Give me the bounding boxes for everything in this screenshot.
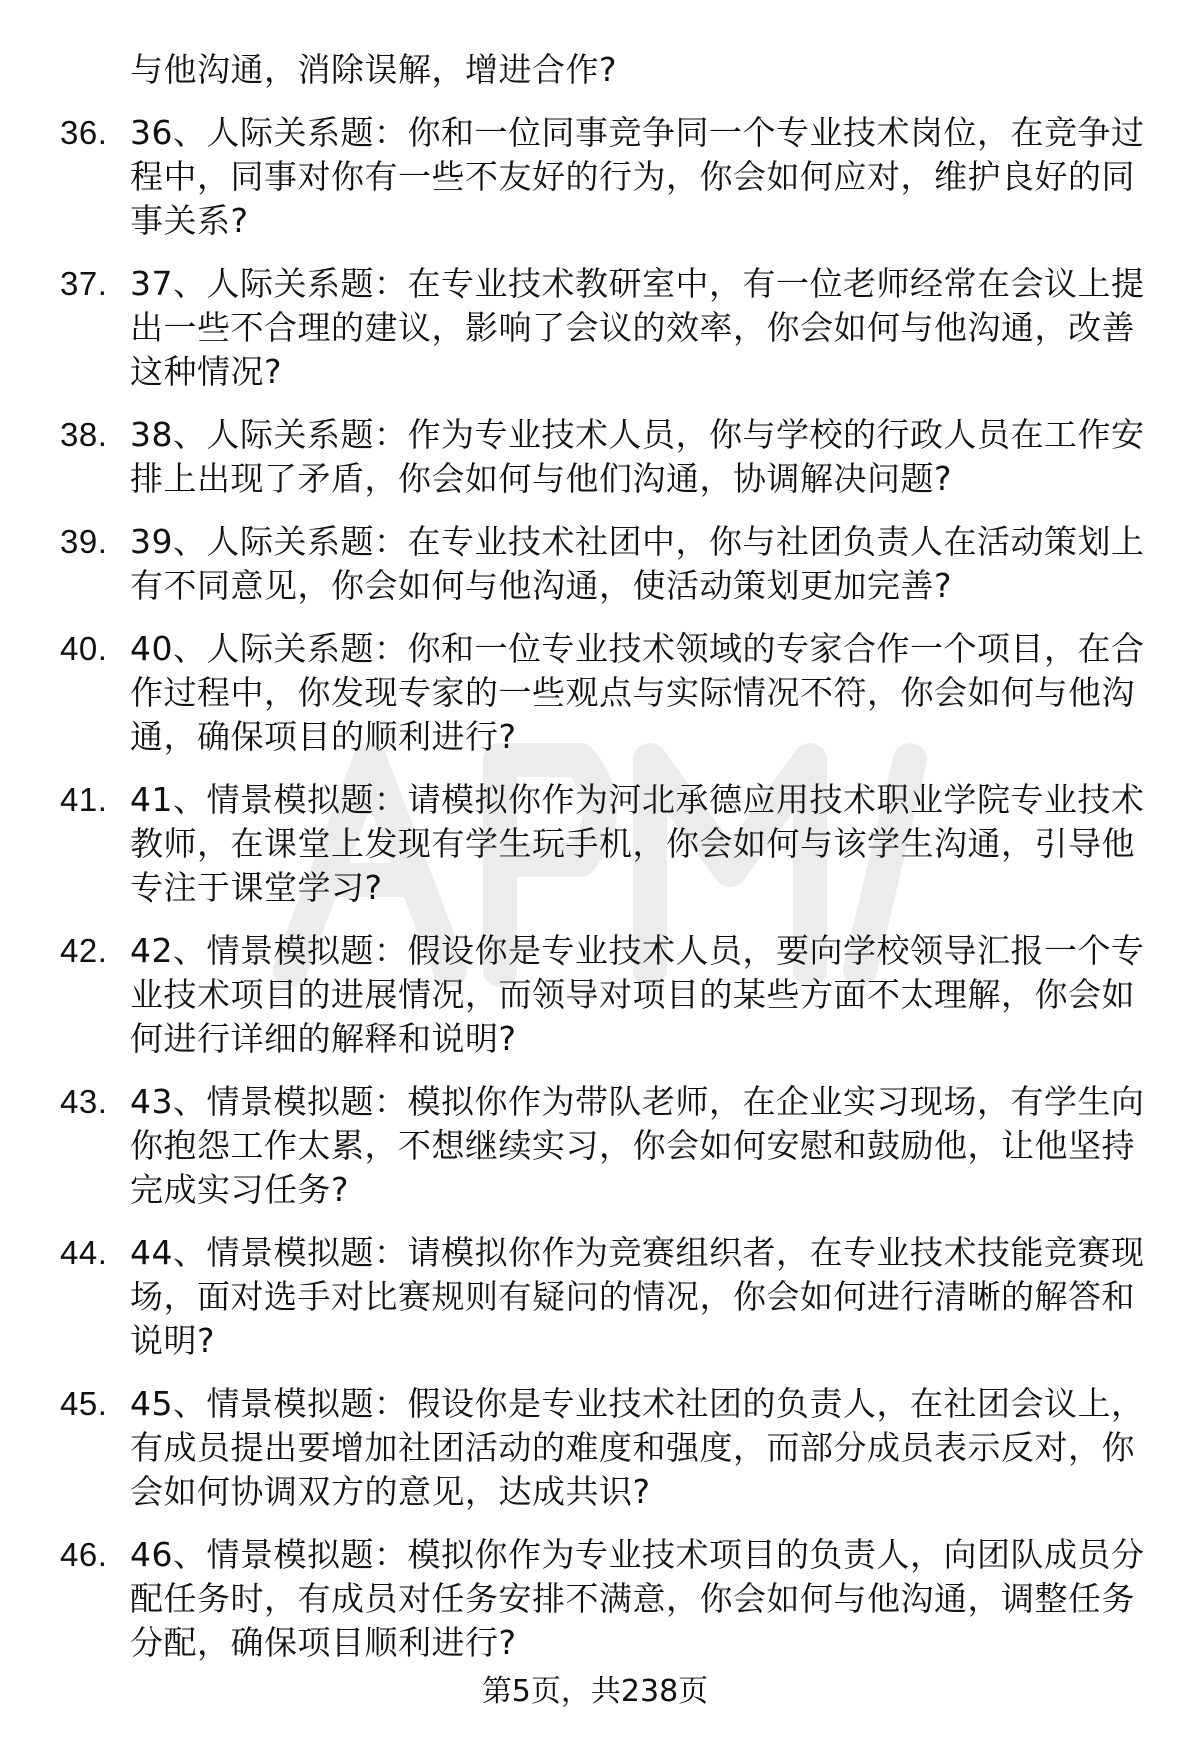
list-item bbox=[60, 520, 1150, 608]
question-number: 46. bbox=[60, 1536, 108, 1573]
question-text: 39、人际关系题：在专业技术社团中，你与社团负责人在活动策划上有不同意见，你会如何与他沟通，使活动策划更加完善? bbox=[130, 522, 1145, 605]
question-number: 45. bbox=[60, 1385, 108, 1422]
question-text: 46、情景模拟题：模拟你作为专业技术项目的负责人，向团队成员分配任务时，有成员对任务安排不满意，你会如何与他沟通，调整任务分配，确保项目顺利进行? bbox=[130, 1535, 1145, 1662]
list-item bbox=[60, 1231, 1150, 1363]
question-number: 43. bbox=[60, 1083, 108, 1120]
question-number: 37. bbox=[60, 265, 108, 302]
list-item bbox=[60, 929, 1150, 1061]
question-number: 41. bbox=[60, 781, 108, 818]
question-text: 36、人际关系题：你和一位同事竞争同一个专业技术岗位，在竞争过程中，同事对你有一些不友好的行为，你会如何应对，维护良好的同事关系? bbox=[130, 113, 1145, 240]
question-number: 44. bbox=[60, 1234, 108, 1271]
question-number: 38. bbox=[60, 416, 108, 453]
question-text: 38、人际关系题：作为专业技术人员，你与学校的行政人员在工作安排上出现了矛盾，你会如何与他们沟通，协调解决问题? bbox=[130, 415, 1145, 498]
list-item bbox=[60, 413, 1150, 501]
question-text: 40、人际关系题：你和一位专业技术领域的专家合作一个项目，在合作过程中，你发现专家的一些观点与实际情况不符，你会如何与他沟通，确保项目的顺利进行? bbox=[130, 629, 1145, 756]
question-text: 37、人际关系题：在专业技术教研室中，有一位老师经常在会议上提出一些不合理的建议，影响了会议的效率，你会如何与他沟通，改善这种情况? bbox=[130, 264, 1145, 391]
question-number: 39. bbox=[60, 523, 108, 560]
list-item bbox=[60, 1382, 1150, 1514]
list-item bbox=[60, 778, 1150, 910]
list-item bbox=[60, 1080, 1150, 1212]
question-text: 45、情景模拟题：假设你是专业技术社团的负责人，在社团会议上，有成员提出要增加社团活动的难度和强度，而部分成员表示反对，你会如何协调双方的意见，达成共识? bbox=[130, 1384, 1145, 1511]
question-text: 44、情景模拟题：请模拟你作为竞赛组织者，在专业技术技能竞赛现场，面对选手对比赛规则有疑问的情况，你会如何进行清晰的解答和说明? bbox=[130, 1233, 1145, 1360]
list-item bbox=[60, 1533, 1150, 1665]
question-text: 42、情景模拟题：假设你是专业技术人员，要向学校领导汇报一个专业技术项目的进展情况，而领导对项目的某些方面不太理解，你会如何进行详细的解释和说明? bbox=[130, 931, 1145, 1058]
question-number: 42. bbox=[60, 932, 108, 969]
question-number: 36. bbox=[60, 114, 108, 151]
continuation-text: 与他沟通，消除误解，增进合作? bbox=[130, 50, 618, 89]
page-number-footer: 第5页，共238页 bbox=[481, 1674, 709, 1709]
question-number: 40. bbox=[60, 630, 108, 667]
question-text: 43、情景模拟题：模拟你作为带队老师，在企业实习现场，有学生向你抱怨工作太累，不想继续实习，你会如何安慰和鼓励他，让他坚持完成实习任务? bbox=[130, 1082, 1145, 1209]
question-content bbox=[60, 48, 1150, 1665]
question-list bbox=[60, 111, 1150, 1665]
question-text: 41、情景模拟题：请模拟你作为河北承德应用技术职业学院专业技术教师，在课堂上发现有学生玩手机，你会如何与该学生沟通，引导他专注于课堂学习? bbox=[130, 780, 1145, 907]
list-item bbox=[60, 262, 1150, 394]
list-item bbox=[60, 627, 1150, 759]
list-item bbox=[60, 111, 1150, 243]
